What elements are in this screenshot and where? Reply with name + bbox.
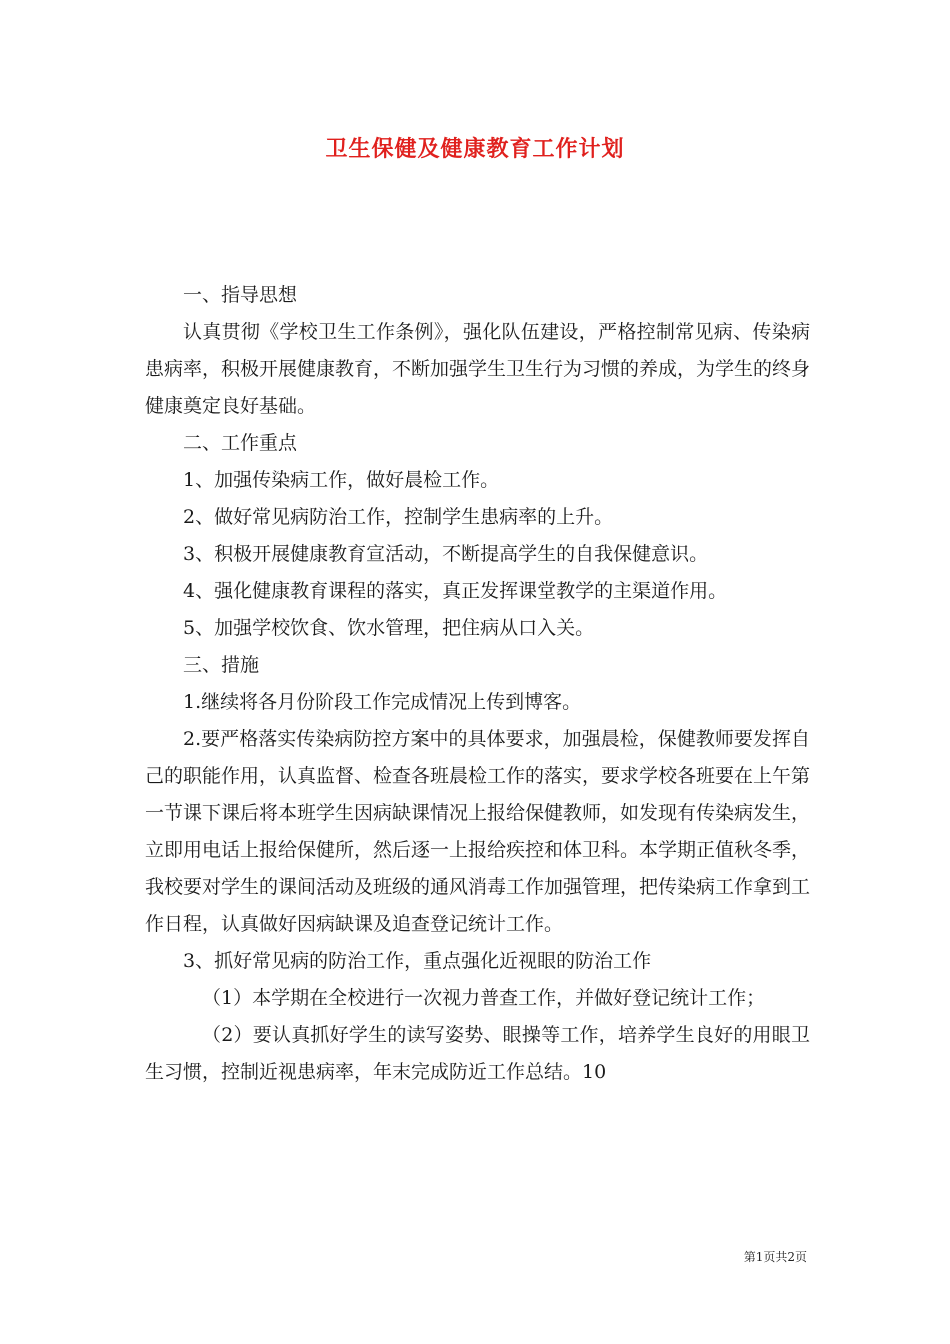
list-item-focus-2: 2、做好常见病防治工作，控制学生患病率的上升。 <box>183 506 614 528</box>
sub-item-measure-3-2: （2）要认真抓好学生的读写姿势、眼操等工作，培养学生良好的用眼卫生习惯，控制近视患病率，年末完成防近工作总结。10 <box>145 1024 810 1083</box>
document-body <box>145 277 810 1091</box>
list-item-measure-1: 1.继续将各月份阶段工作完成情况上传到博客。 <box>183 691 582 713</box>
section-heading-measures: 三、措施 <box>183 654 260 676</box>
document-title: 卫生保健及健康教育工作计划 <box>325 137 625 162</box>
paragraph-guiding-ideology: 认真贯彻《学校卫生工作条例》，强化队伍建设，严格控制常见病、传染病患病率，积极开展健康教育，不断加强学生卫生行为习惯的养成，为学生的终身健康奠定良好基础。 <box>145 321 811 417</box>
list-item-measure-3: 3、抓好常见病的防治工作，重点强化近视眼的防治工作 <box>183 950 652 972</box>
page-number: 第1页共2页 <box>743 1250 807 1264</box>
section-heading-work-focus: 二、工作重点 <box>183 432 298 454</box>
list-item-focus-3: 3、积极开展健康教育宣活动，不断提高学生的自我保健意识。 <box>183 543 709 565</box>
list-item-focus-1: 1、加强传染病工作，做好晨检工作。 <box>183 469 500 491</box>
list-item-measure-2: 2.要严格落实传染病防控方案中的具体要求，加强晨检，保健教师要发挥自己的职能作用，认真监督、检查各班晨检工作的落实，要求学校各班要在上午第一节课下课后将本班学生因病缺课情况上报给保健教师，如发现有传染病发生，立即用电话上报给保健所，然后逐一上报给疾控和体卫科。本学期正值秋冬季，我校要对学生的课间活动及班级的通风消毒工作加强管理，把传染病工作拿到工作日程，认真做好因病缺课及追查登记统计工作。 <box>145 728 811 935</box>
list-item-focus-5: 5、加强学校饮食、饮水管理，把住病从口入关。 <box>183 617 595 639</box>
list-item-focus-4: 4、强化健康教育课程的落实，真正发挥课堂教学的主渠道作用。 <box>183 580 728 602</box>
sub-item-measure-3-1: （1）本学期在全校进行一次视力普查工作，并做好登记统计工作； <box>202 987 766 1009</box>
section-heading-guiding-ideology: 一、指导思想 <box>183 284 298 306</box>
